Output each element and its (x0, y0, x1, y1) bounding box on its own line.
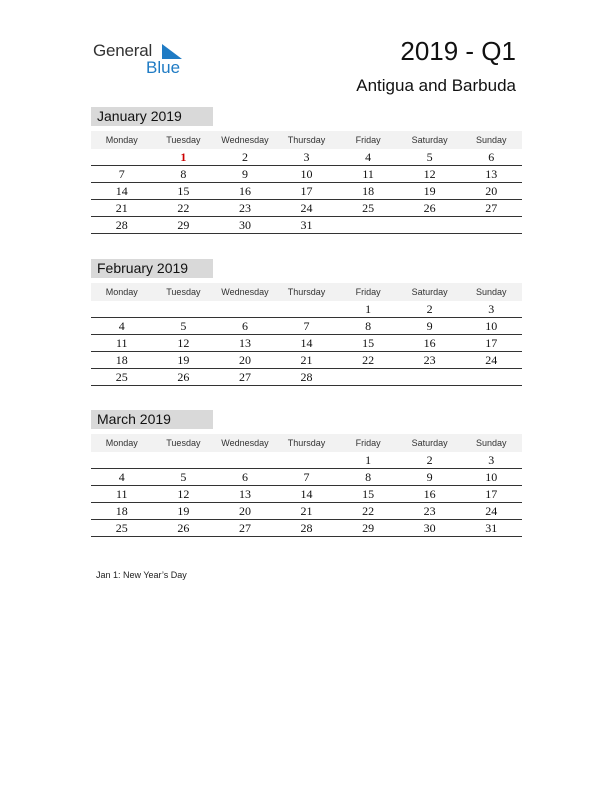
holiday-notes (96, 570, 187, 580)
day-cell: 15 (177, 184, 190, 198)
day-cell: 10 (300, 167, 313, 181)
month-block (91, 410, 522, 537)
day-cell: 9 (241, 167, 248, 181)
week-row (91, 301, 522, 318)
day-cell: 22 (177, 201, 190, 215)
month-label: January 2019 (91, 107, 213, 126)
week-row (91, 503, 522, 520)
country-name: Antigua and Barbuda (356, 76, 516, 95)
day-cell: 16 (423, 487, 436, 501)
day-cell: 8 (180, 167, 187, 181)
day-cell: 30 (238, 218, 251, 232)
day-cell: 3 (303, 150, 310, 164)
day-cell (460, 369, 522, 385)
weekday-label: Wednesday (221, 287, 269, 297)
day-cell: 25 (115, 370, 128, 384)
day-cell: 21 (300, 353, 313, 367)
day-cell: 27 (238, 370, 251, 384)
day-cell: 15 (362, 336, 375, 350)
day-cell: 17 (485, 336, 498, 350)
day-cell: 18 (115, 504, 128, 518)
day-cell: 10 (485, 470, 498, 484)
day-cell: 3 (488, 302, 495, 316)
day-cell (399, 369, 461, 385)
day-cell: 25 (115, 521, 128, 535)
day-cell (153, 301, 215, 317)
day-cell: 5 (426, 150, 433, 164)
day-cell: 1 (365, 453, 372, 467)
week-row (91, 520, 522, 537)
day-cell: 28 (115, 218, 128, 232)
day-cell: 24 (485, 504, 498, 518)
day-cell: 5 (180, 319, 187, 333)
holiday-note: Jan 1: New Year’s Day (96, 570, 187, 580)
day-cell: 23 (238, 201, 251, 215)
day-cell (337, 369, 399, 385)
day-cell: 19 (177, 504, 190, 518)
day-cell (214, 452, 276, 468)
logo-text-blue: Blue (146, 58, 181, 77)
week-row (91, 469, 522, 486)
weekday-label: Friday (355, 135, 381, 145)
day-cell: 15 (362, 487, 375, 501)
weekday-label: Thursday (287, 287, 326, 297)
day-cell: 29 (177, 218, 190, 232)
day-cell: 18 (362, 184, 375, 198)
week-row (91, 200, 522, 217)
day-cell: 30 (423, 521, 436, 535)
week-row (91, 183, 522, 200)
day-cell: 19 (177, 353, 190, 367)
day-cell: 23 (423, 504, 436, 518)
day-cell: 20 (238, 353, 251, 367)
day-cell (91, 452, 153, 468)
day-cell: 7 (118, 167, 125, 181)
day-cell: 4 (365, 150, 372, 164)
week-row (91, 149, 522, 166)
weekday-label: Sunday (475, 287, 507, 297)
day-cell: 6 (241, 319, 248, 333)
day-cell: 21 (115, 201, 128, 215)
generalblue-logo (93, 41, 193, 77)
day-cell: 27 (238, 521, 251, 535)
weekday-label: Tuesday (166, 135, 201, 145)
day-cell: 20 (485, 184, 498, 198)
day-cell: 7 (303, 470, 310, 484)
day-cell: 23 (423, 353, 436, 367)
week-row (91, 217, 522, 234)
day-cell: 11 (116, 336, 128, 350)
week-row (91, 318, 522, 335)
weekday-label: Monday (105, 438, 138, 448)
day-cell (460, 217, 522, 233)
day-cell: 26 (177, 370, 190, 384)
day-cell (276, 301, 338, 317)
day-cell: 8 (365, 319, 372, 333)
day-cell (91, 301, 153, 317)
day-cell: 29 (362, 521, 375, 535)
day-cell: 3 (488, 453, 495, 467)
week-row (91, 452, 522, 469)
day-cell: 1 (365, 302, 372, 316)
day-cell: 10 (485, 319, 498, 333)
weekday-label: Monday (105, 135, 138, 145)
weekday-label: Thursday (287, 438, 326, 448)
page-title: 2019 - Q1 (400, 36, 516, 66)
day-cell: 27 (485, 201, 498, 215)
day-cell: 21 (300, 504, 313, 518)
day-cell (337, 217, 399, 233)
holiday-day-cell: 1 (180, 150, 187, 164)
weekday-label: Saturday (411, 287, 448, 297)
day-cell: 26 (177, 521, 190, 535)
day-cell: 8 (365, 470, 372, 484)
day-cell: 4 (118, 319, 125, 333)
weekday-label: Sunday (475, 438, 507, 448)
day-cell: 2 (241, 150, 248, 164)
week-row (91, 486, 522, 503)
day-cell: 14 (300, 487, 313, 501)
day-cell: 14 (300, 336, 313, 350)
day-cell: 18 (115, 353, 128, 367)
weekday-label: Wednesday (221, 438, 269, 448)
day-cell: 13 (238, 336, 251, 350)
weekday-label: Saturday (411, 438, 448, 448)
day-cell: 16 (238, 184, 251, 198)
day-cell: 11 (116, 487, 128, 501)
day-cell: 22 (362, 353, 375, 367)
day-cell: 24 (485, 353, 498, 367)
day-cell: 25 (362, 201, 375, 215)
weekday-header (91, 283, 522, 301)
day-cell: 9 (426, 470, 433, 484)
week-row (91, 352, 522, 369)
day-cell: 2 (426, 302, 433, 316)
day-cell: 13 (485, 167, 498, 181)
month-label: February 2019 (91, 259, 213, 278)
day-cell (399, 217, 461, 233)
day-cell (214, 301, 276, 317)
weekday-label: Friday (355, 438, 381, 448)
day-cell: 19 (423, 184, 436, 198)
weekday-label: Sunday (475, 135, 507, 145)
weekday-label: Saturday (411, 135, 448, 145)
weekday-header (91, 131, 522, 149)
logo-text-general: General (93, 41, 153, 60)
day-cell (91, 149, 153, 165)
day-cell: 12 (177, 336, 190, 350)
day-cell: 22 (362, 504, 375, 518)
day-cell: 4 (118, 470, 125, 484)
week-row (91, 335, 522, 352)
day-cell: 6 (488, 150, 495, 164)
day-cell: 20 (238, 504, 251, 518)
day-cell: 12 (423, 167, 436, 181)
weekday-label: Thursday (287, 135, 326, 145)
day-cell: 31 (485, 521, 498, 535)
weekday-label: Friday (355, 287, 381, 297)
day-cell: 14 (115, 184, 128, 198)
day-cell: 6 (241, 470, 248, 484)
day-cell: 9 (426, 319, 433, 333)
day-cell: 28 (300, 370, 313, 384)
month-block (91, 107, 522, 234)
weekday-label: Tuesday (166, 438, 201, 448)
day-cell (153, 452, 215, 468)
day-cell: 24 (300, 201, 313, 215)
day-cell: 5 (180, 470, 187, 484)
day-cell: 7 (303, 319, 310, 333)
weekday-header (91, 434, 522, 452)
day-cell: 2 (426, 453, 433, 467)
day-cell: 26 (423, 201, 436, 215)
day-cell: 17 (485, 487, 498, 501)
day-cell: 11 (362, 167, 374, 181)
week-row (91, 166, 522, 183)
day-cell: 12 (177, 487, 190, 501)
day-cell: 31 (300, 218, 313, 232)
month-block (91, 259, 522, 386)
day-cell: 13 (238, 487, 251, 501)
weekday-label: Tuesday (166, 287, 201, 297)
day-cell (276, 452, 338, 468)
weekday-label: Wednesday (221, 135, 269, 145)
day-cell: 16 (423, 336, 436, 350)
month-label: March 2019 (91, 410, 213, 429)
logo-triangle-icon (162, 44, 182, 59)
week-row (91, 369, 522, 386)
day-cell: 17 (300, 184, 313, 198)
weekday-label: Monday (105, 287, 138, 297)
day-cell: 28 (300, 521, 313, 535)
